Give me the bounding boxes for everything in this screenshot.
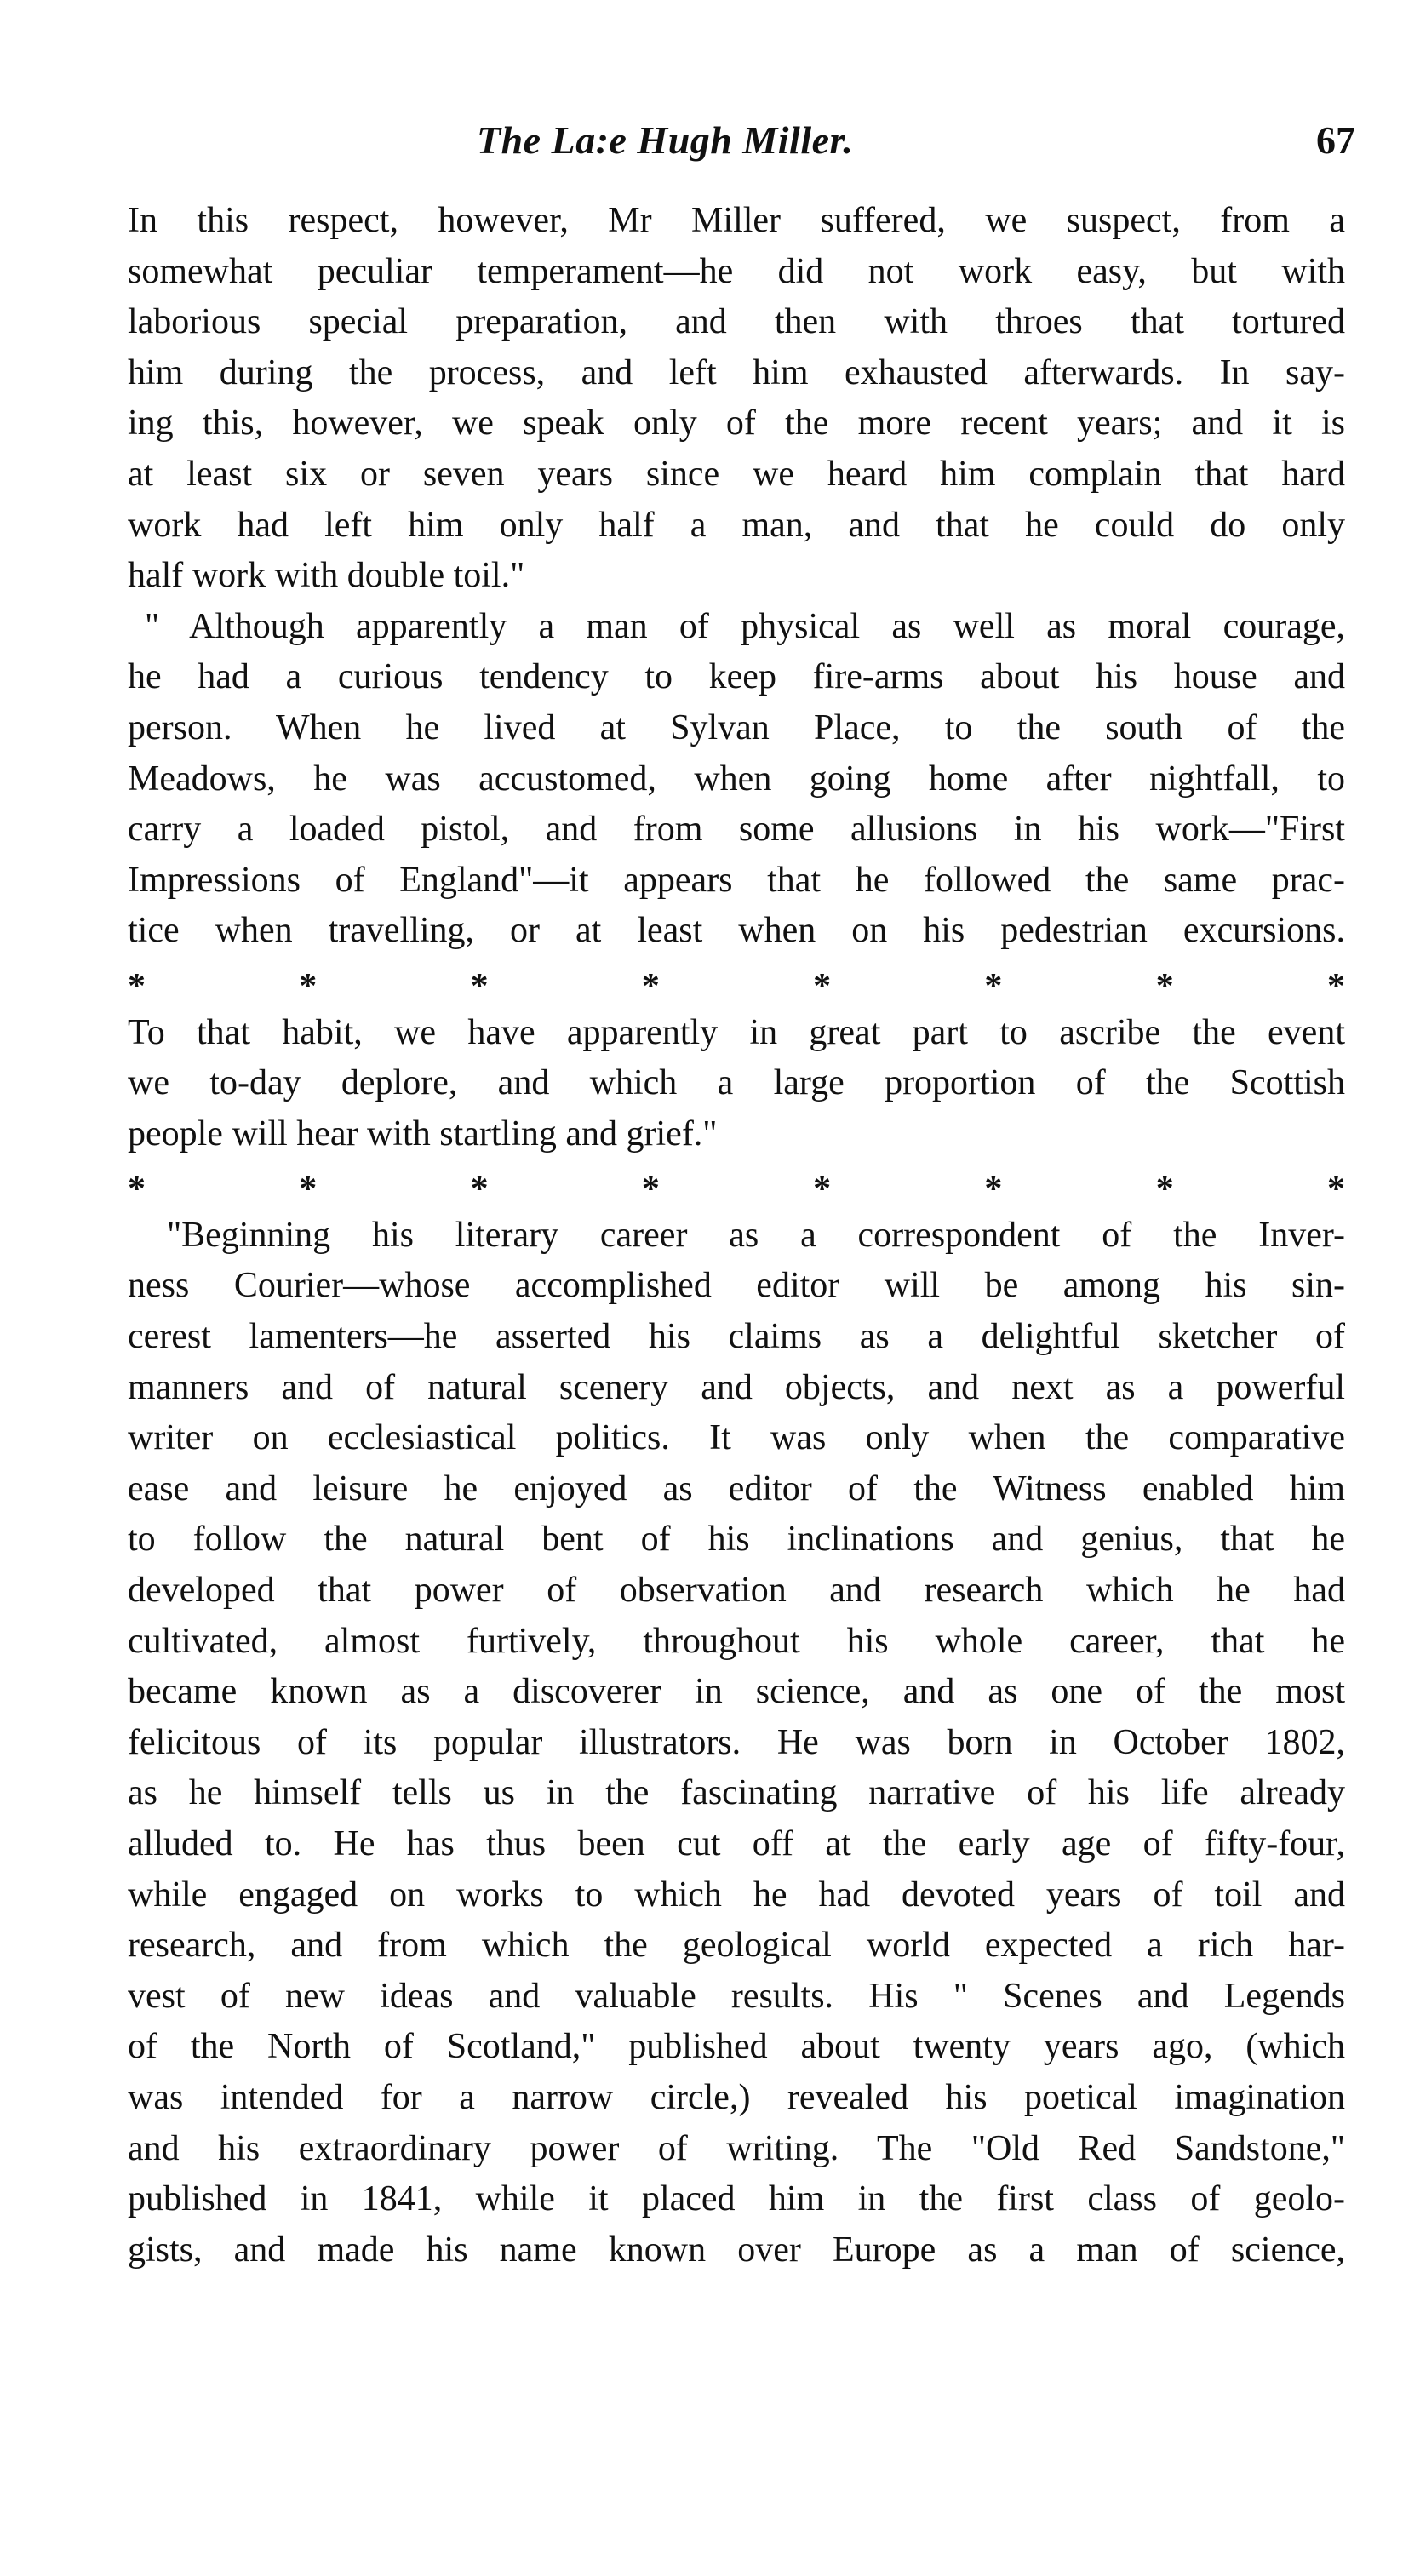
text-line: " Although apparently a man of physical as well as moral courage, (145, 606, 1345, 646)
text-line: was intended for a narrow circle,) revealed his poetical imagination (128, 2077, 1345, 2117)
text-line: of the North of Scotland," published about twenty years ago, (which (128, 2027, 1345, 2067)
text-line: "Beginning his literary career as a correspondent of the Inver- (167, 1215, 1345, 1255)
asterisk-icon: * (813, 966, 832, 1006)
text-line: people will hear with startling and grief." (128, 1113, 718, 1153)
text-line: research, and from which the geological world expected a rich har- (128, 1926, 1345, 1966)
text-line: laborious special preparation, and then with throes that tortured (128, 302, 1345, 342)
text-line: published in 1841, while it placed him in the first class of geolo- (128, 2179, 1345, 2219)
asterisk-icon: * (1326, 966, 1345, 1006)
text-line: ing this, however, we speak only of the more recent years; and it is (128, 404, 1345, 444)
text-line: felicitous of its popular illustrators. He was born in October 1802, (128, 1722, 1345, 1762)
text-line: cultivated, almost furtively, throughout his whole career, that he (128, 1621, 1345, 1661)
asterisk-icon: * (813, 1170, 832, 1210)
text-line: Meadows, he was accustomed, when going home after nightfall, to (128, 758, 1345, 799)
text-line: manners and of natural scenery and objects, and next as a powerful (128, 1367, 1345, 1407)
asterism-divider (128, 1159, 1345, 1211)
text-line: tice when travelling, or at least when on his pedestrian excursions. (128, 911, 1345, 951)
text-line: person. When he lived at Sylvan Place, to the south of the (128, 707, 1345, 747)
asterisk-icon: * (1155, 1170, 1174, 1210)
asterism-divider (128, 957, 1345, 1008)
asterisk-icon: * (641, 1170, 660, 1210)
asterisk-icon: * (1326, 1170, 1345, 1210)
text-line: To that habit, we have apparently in great part to ascribe the event (128, 1012, 1345, 1052)
asterisk-icon: * (128, 966, 146, 1006)
text-line: became known as a discoverer in science, and as one of the most (128, 1672, 1345, 1712)
text-line: ness Courier—whose accomplished editor will be among his sin- (128, 1266, 1345, 1306)
asterisk-icon: * (641, 966, 660, 1006)
running-title: The La:e Hugh Miller. (477, 118, 854, 162)
text-line: alluded to. He has thus been cut off at the early age of fifty-four, (128, 1824, 1345, 1863)
asterisk-icon: * (984, 966, 1003, 1006)
text-line: vest of new ideas and valuable results. His " Scenes and Legends (128, 1976, 1345, 2016)
asterisk-icon: * (470, 1170, 489, 1210)
text-line: him during the process, and left him exhausted afterwards. In say- (128, 352, 1345, 392)
body-text (128, 196, 1345, 2275)
text-line: to follow the natural bent of his inclinations and genius, that he (128, 1520, 1345, 1560)
text-line: gists, and made his name known over Europe as a man of science, (128, 2230, 1345, 2270)
text-line: ease and leisure he enjoyed as editor of the Witness enabled him (128, 1468, 1345, 1508)
page-header (477, 117, 1379, 169)
text-line: somewhat peculiar temperament—he did not work easy, but with (128, 251, 1345, 291)
text-line: and his extraordinary power of writing. The "Old Red Sandstone," (128, 2128, 1345, 2168)
text-line: Impressions of England"—it appears that he followed the same prac- (128, 860, 1345, 900)
asterisk-icon: * (1155, 966, 1174, 1006)
text-line: at least six or seven years since we heard him complain that hard (128, 454, 1345, 494)
text-line: while engaged on works to which he had devoted years of toil and (128, 1875, 1345, 1915)
text-line: writer on ecclesiastical politics. It was only when the comparative (128, 1418, 1345, 1458)
text-line: cerest lamenters—he asserted his claims as a delightful sketcher of (128, 1317, 1345, 1357)
text-line: work had left him only half a man, and that he could do only (128, 505, 1345, 545)
page-number: 67 (1316, 118, 1355, 162)
text-line: he had a curious tendency to keep fire-arms about his house and (128, 657, 1345, 697)
text-line: developed that power of observation and research which he had (128, 1571, 1345, 1611)
asterisk-icon: * (984, 1170, 1003, 1210)
text-line: In this respect, however, Mr Miller suffered, we suspect, from a (128, 201, 1345, 240)
text-line: as he himself tells us in the fascinating narrative of his life already (128, 1773, 1345, 1813)
asterisk-icon: * (128, 1170, 146, 1210)
text-line: carry a loaded pistol, and from some allusions in his work—"First (128, 810, 1345, 850)
text-line: half work with double toil." (128, 556, 525, 596)
asterisk-icon: * (299, 966, 318, 1006)
asterisk-icon: * (470, 966, 489, 1006)
asterisk-icon: * (299, 1170, 318, 1210)
text-line: we to-day deplore, and which a large proportion of the Scottish (128, 1063, 1345, 1103)
